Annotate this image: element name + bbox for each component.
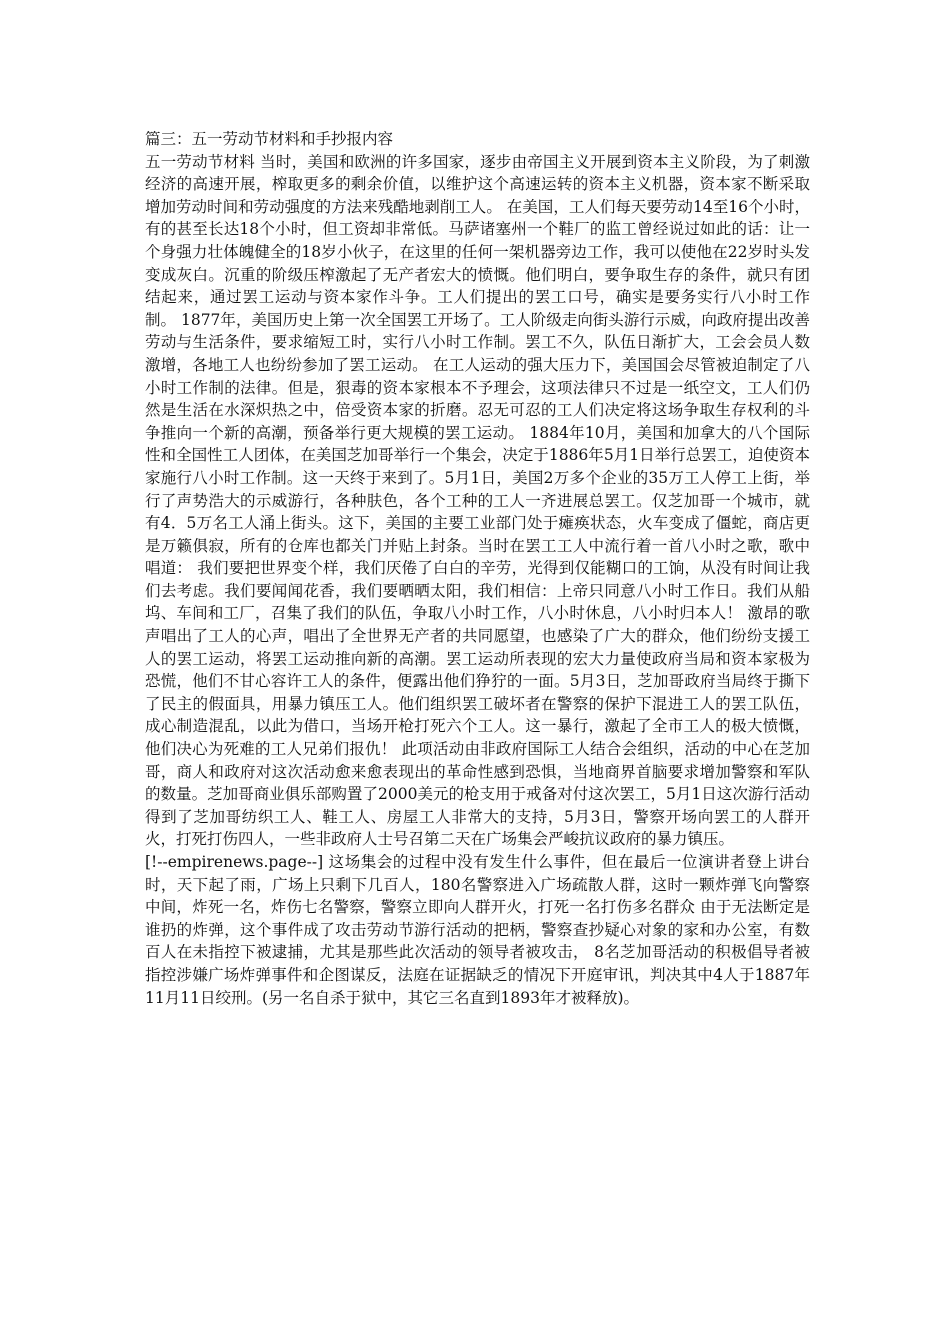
paragraph-haymarket-affair: [!--empirenews.page--] 这场集会的过程中没有发生什么事件，但在最后一位演讲者登上讲台时，天下起了雨，广场上只剩下几百人，180名警察进入广场疏散人群，这时一颗炸弹飞向警察中间，炸死一名，炸伤七名警察，警察立即向人群开火，打死一名打伤多名群众 由于无法断定是谁扔的炸弹，这个事件成了攻击劳动节游行活动的把柄，警察查抄疑心对象的家和办公室，有数百人在未指控下被逮捕，尤其是那些此次活动的领导者被攻击， 8名芝加哥活动的积极倡导者被指控涉嫌广场炸弹事件和企图谋反，法庭在证据缺乏的情况下开庭审讯，判决其中4人于1887年11月11日绞刑。(另一名自杀于狱中，其它三名直到1893年才被释放)。	[145, 853, 810, 1007]
document-heading: 篇三：五一劳动节材料和手抄报内容	[145, 130, 394, 148]
paragraph-may-day-history: 五一劳动节材料 当时，美国和欧洲的许多国家，逐步由帝国主义开展到资本主义阶段，为了刺激经济的高速开展，榨取更多的剩余价值，以维护这个高速运转的资本主义机器，资本家不断采取增加劳动时间和劳动强度的方法来残酷地剥削工人。 在美国，工人们每天要劳动14至16个小时，有的甚至长达18个小时，但工资却非常低。马萨诸塞州一个鞋厂的监工曾经说过如此的话：让一个身强力壮体魄健全的18岁小伙子，在这里的任何一架机器旁边工作，我可以使他在22岁时头发变成灰白。沉重的阶级压榨激起了无产者宏大的愤慨。他们明白，要争取生存的条件，就只有团结起来，通过罢工运动与资本家作斗争。工人们提出的罢工口号，确实是要务实行八小时工作制。 1877年，美国历史上第一次全国罢工开场了。工人阶级走向街头游行示威，向政府提出改善劳动与生活条件，要求缩短工时，实行八小时工作制。罢工不久，队伍日渐扩大，工会会员人数激增，各地工人也纷纷参加了罢工运动。 在工人运动的强大压力下，美国国会尽管被迫制定了八小时工作制的法律。但是，狠毒的资本家根本不予理会，这项法律只不过是一纸空文，工人们仍然是生活在水深炽热之中，倍受资本家的折磨。忍无可忍的工人们决定将这场争取生存权利的斗争推向一个新的高潮，预备举行更大规模的罢工运动。 1884年10月，美国和加拿大的八个国际性和全国性工人团体，在美国芝加哥举行一个集会，决定于1886年5月1日举行总罢工，迫使资本家施行八小时工作制。这一天终于来到了。5月1日，美国2万多个企业的35万工人停工上街，举行了声势浩大的示威游行，各种肤色，各个工种的工人一齐进展总罢工。仅芝加哥一个城市，就有4．5万名工人涌上街头。这下，美国的主要工业部门处于瘫痪状态，火车变成了僵蛇，商店更是万籁俱寂，所有的仓库也都关门并贴上封条。当时在罢工工人中流行着一首八小时之歌，歌中唱道： 我们要把世界变个样，我们厌倦了白白的辛劳，光得到仅能糊口的工饷，从没有时间让我们去考虑。我们要闻闻花香，我们要晒晒太阳，我们相信：上帝只同意八小时工作日。我们从船坞、车间和工厂，召集了我们的队伍，争取八小时工作，八小时休息，八小时归本人！ 激昂的歌声唱出了工人的心声，唱出了全世界无产者的共同愿望，也感染了广大的群众，他们纷纷支援工人的罢工运动，将罢工运动推向新的高潮。罢工运动所表现的宏大力量使政府当局和资本家极为恐慌，他们不甘心容许工人的条件，便露出他们狰狞的一面。5月3日，芝加哥政府当局终于撕下了民主的假面具，用暴力镇压工人。他们组织罢工破坏者在警察的保护下混进工人的罢工队伍，成心制造混乱，以此为借口，当场开枪打死六个工人。这一暴行，激起了全市工人的极大愤慨，他们决心为死难的工人兄弟们报仇！ 此项活动由非政府国际工人结合会组织，活动的中心在芝加哥，商人和政府对这次活动愈来愈表现出的革命性感到恐惧，当地商界首脑要求增加警察和军队的数量。芝加哥商业俱乐部购置了2000美元的枪支用于戒备对付这次罢工，5月1日这次游行活动得到了芝加哥纺织工人、鞋工人、房屋工人非常大的支持，5月3日，警察开场向罢工的人群开火，打死打伤四人，一些非政府人士号召第二天在广场集会严峻抗议政府的暴力镇压。	[145, 152, 810, 849]
document-body	[145, 128, 810, 1009]
